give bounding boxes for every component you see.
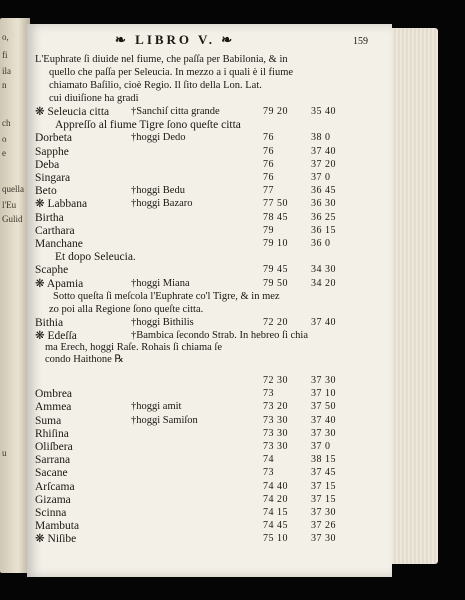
latitude-value: 35 40 [311,106,336,117]
longitude-value: 79 45 [263,264,288,276]
place-name: Gizama [35,493,71,506]
latitude-value: 37 26 [311,520,336,532]
place-name: ❋ Edeſſa [35,330,77,343]
longitude-value: 74 [263,454,274,466]
longitude-value: 74 20 [263,493,288,505]
place-name: Beto [35,185,57,198]
place-name: ❋ Niſibe [35,533,77,546]
longitude-value: 73 30 [263,414,288,426]
text-line: condo Haithone ℞ [45,353,124,365]
page-number: 159 [353,36,368,47]
longitude-value: 73 30 [263,427,288,439]
longitude-value: 79 10 [263,238,288,249]
latitude-value: 37 30 [311,375,336,386]
left-fragment: fi [2,50,8,60]
place-name: Rhiſina [35,427,69,440]
place-name: Manchane [35,238,83,250]
latitude-value: 37 45 [311,467,336,479]
latitude-value: 36 25 [311,211,336,223]
longitude-value: 79 20 [263,106,288,117]
longitude-value: 79 50 [263,277,288,289]
modern-name-note: †hoggi Dedo [131,132,186,144]
place-name: Carthara [35,224,75,237]
longitude-value: 76 [263,145,274,157]
longitude-value: 73 30 [263,441,288,452]
longitude-value: 75 10 [263,533,288,545]
latitude-value: 34 30 [311,264,336,276]
latitude-value: 37 40 [311,317,336,329]
place-name: Et dopo Seleucia. [55,251,136,264]
modern-name-note: †Sanchiſ citta grande [131,106,220,117]
place-name: Birtha [35,211,64,224]
left-fragment: o, [2,32,9,42]
latitude-value: 36 0 [311,238,331,249]
latitude-value: 36 30 [311,198,336,210]
modern-name-note: †hoggi Bedu [131,185,185,197]
place-name: Dorbeta [35,132,73,145]
longitude-value: 73 [263,388,274,400]
place-name: Sapphe [35,145,69,158]
latitude-value: 37 0 [311,441,331,452]
intro-line: cui diuiſione ha gradi [49,93,139,104]
modern-name-note: †hoggi Samiſon [131,414,198,426]
latitude-value: 38 0 [311,132,331,144]
place-name: Deba [35,158,60,171]
left-page-edge [0,18,30,573]
text-line: zo poi alla Regione ſono queſte citta. [49,304,204,315]
latitude-value: 37 15 [311,493,336,505]
modern-name-note: †Bambica ſecondo Strab. In hebreo ſi chia [131,330,308,342]
intro-line: L'Euphrate ſi diuide nel fiume, che paſſa per Babilonia, & in [35,54,288,65]
place-name: Ombrea [35,388,73,401]
longitude-value: 74 45 [263,520,288,532]
latitude-value: 37 30 [311,533,336,545]
left-fragment: ila [2,66,11,76]
place-name: ❋ Labbana [35,198,88,211]
latitude-value: 37 40 [311,145,336,157]
latitude-value: 36 45 [311,185,336,197]
intro-line: chiamato Baſilio, cioè Regio. Il ſito della Lon. Lat. [49,80,262,91]
longitude-value: 79 [263,224,274,236]
longitude-value: 76 [263,172,274,183]
left-fragment: e [2,148,6,158]
latitude-value: 38 15 [311,454,336,466]
longitude-value: 73 [263,467,274,479]
running-header: ❧ LIBRO V. ❧ [115,32,236,47]
longitude-value: 72 30 [263,375,288,386]
left-fragment: ch [2,118,11,128]
place-name: ❋ Seleucia citta [35,106,110,118]
latitude-value: 37 15 [311,480,336,492]
left-fragment: u [2,448,7,458]
longitude-value: 76 [263,158,274,170]
latitude-value: 37 10 [311,388,336,400]
latitude-value: 37 50 [311,401,336,413]
place-name: Appreſſo al fiume Tigre ſono queſte citta [55,119,241,132]
left-fragment: quella [2,184,24,194]
text-line: ma Erech, hoggi Raſe. Rohais ſi chiama ſe [45,341,222,353]
place-name: Suma [35,414,62,427]
place-name: Mambuta [35,520,80,533]
longitude-value: 74 40 [263,480,288,492]
intro-line: quello che paſſa per Seleucia. In mezzo a i quali è il fiume [49,67,294,78]
latitude-value: 37 30 [311,507,336,518]
modern-name-note: †hoggi amit [131,401,182,413]
place-name: Arſcama [35,480,75,493]
longitude-value: 76 [263,132,274,144]
latitude-value: 37 40 [311,414,336,426]
longitude-value: 77 [263,185,274,197]
place-name: ❋ Apamia [35,277,84,290]
place-name: Sarrana [35,454,71,467]
book-page [27,24,392,577]
modern-name-note: †hoggi Bazaro [131,198,193,210]
longitude-value: 78 45 [263,211,288,223]
left-fragment: n [2,80,7,90]
place-name: Scaphe [35,264,69,277]
place-name: Bithia [35,317,64,330]
place-name: Oliſbera [35,441,73,453]
place-name: Ammea [35,401,72,414]
place-name: Sacane [35,467,68,480]
longitude-value: 74 15 [263,507,288,518]
modern-name-note: †hoggi Bithilis [131,317,194,329]
text-line: Sotto queſta ſi meſcola l'Euphrate co'l Tigre, & in mez [53,290,280,302]
modern-name-note: †hoggi Miana [131,277,190,289]
place-name: Scinna [35,507,67,519]
latitude-value: 37 0 [311,172,331,183]
latitude-value: 36 15 [311,224,336,236]
place-name: Singara [35,172,71,184]
left-fragment: Gulid [2,214,23,224]
latitude-value: 34 20 [311,277,336,289]
longitude-value: 77 50 [263,198,288,210]
longitude-value: 72 20 [263,317,288,329]
longitude-value: 73 20 [263,401,288,413]
latitude-value: 37 20 [311,158,336,170]
left-fragment: o [2,134,7,144]
left-fragment: l'Eu [2,200,17,210]
latitude-value: 37 30 [311,427,336,439]
